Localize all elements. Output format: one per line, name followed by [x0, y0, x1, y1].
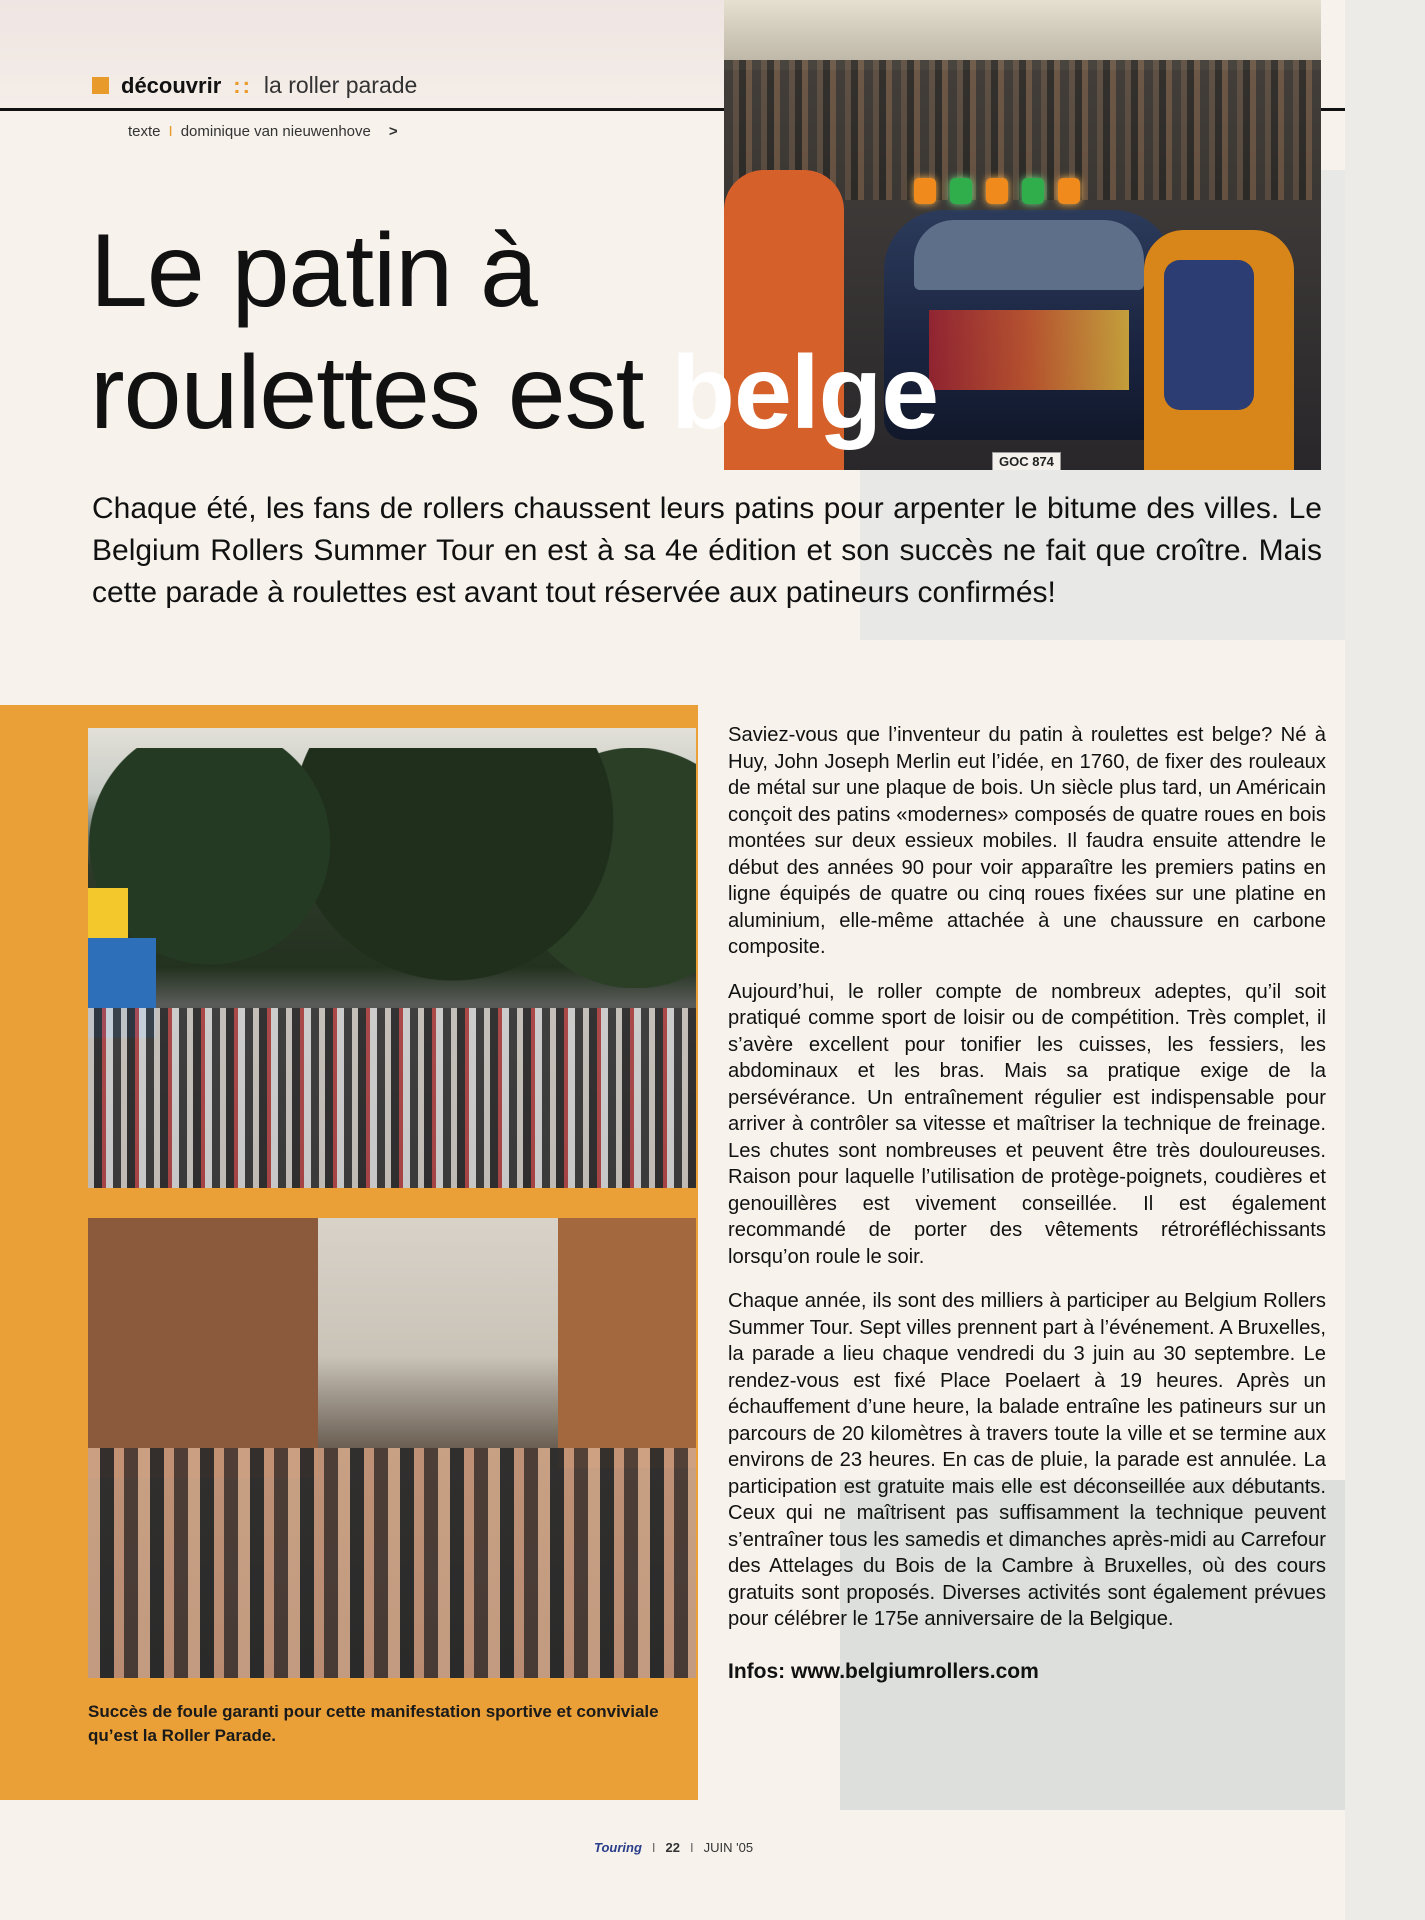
- photo-building-right: [558, 1218, 696, 1468]
- title-line-1: Le patin à: [90, 213, 537, 329]
- hero-license-plate: GOC 874: [992, 452, 1061, 470]
- hero-backpack: [1164, 260, 1254, 410]
- page-edge: [1345, 0, 1425, 1920]
- author-name: dominique van nieuwenhove: [180, 123, 371, 140]
- issue-date: JUIN '05: [703, 1840, 754, 1855]
- subsection-label: la roller parade: [263, 72, 418, 98]
- photo-crowd: [88, 1448, 696, 1678]
- photo-crowd-street: [88, 1218, 696, 1678]
- article-body: [728, 722, 1326, 1703]
- section-tag: [92, 72, 417, 99]
- body-paragraph-3: Chaque année, ils sont des milliers à participer au Belgium Rollers Summer Tour. Sept villes prennent part à l’événement. A Bruxelles, la parade a lieu chaque vendredi du 3 juin au 30 septembre. Le rendez-vous est fixé Place Poelaert à 19 heures. Après un échauffement d’une heure, la balade entraîne les patineurs sur un parcours de 20 kilomètres à travers toute la ville et se termine aux environs de 23 heures. En cas de pluie, la parade est annulée. La participation est gratuite mais elle est déconseillée aux débutants. Ceux qui ne maîtrisent pas suffisamment la technique peuvent s’entraîner tous les samedis et dimanches après-midi au Carrefour des Attelages du Bois de la Cambre à Bruxelles, où des cours gratuits sont proposés. Diverses activités sont également prévues pour célébrer le 175e anniversaire de la Belgique.: [728, 1290, 1326, 1630]
- beacon-light: [950, 178, 972, 204]
- byline-separator: I: [168, 123, 173, 140]
- byline-arrow-icon: >: [388, 123, 398, 140]
- photo-banner: [88, 888, 128, 943]
- footer-separator: I: [651, 1840, 656, 1855]
- body-paragraph-1: Saviez-vous que l’inventeur du patin à roulettes est belge? Né à Huy, John Joseph Merlin eut l’idée, en 1760, de fixer des rouleaux de métal sur une plaque de bois. Un siècle plus tard, un Américain conçoit des patins «modernes» composés de quatre roues en bois montées sur deux essieux mobiles. Il faudra ensuite attendre le début des années 90 pour voir apparaître les premiers patins en ligne équipés de quatre ou cinq roues fixées sur une platine en aluminium, elle-même attachée à une chaussure en carbone composite.: [728, 724, 1326, 958]
- article-title: [90, 210, 1090, 454]
- section-square-icon: [92, 77, 109, 94]
- photo-trees: [88, 748, 696, 988]
- title-accent-word: belge: [671, 335, 939, 451]
- article-deck: Chaque été, les fans de rollers chaussent leurs patins pour arpenter le bitume des villes. Le Belgium Rollers Summer Tour en est à sa 4e édition et son succès ne fait que croître. Mais cette parade à roulettes est avant tout réservée aux patineurs confirmés!: [92, 492, 1322, 609]
- infos-link: Infos: www.belgiumrollers.com: [728, 1659, 1039, 1683]
- byline: [128, 123, 398, 140]
- hero-beacon-lights: [914, 178, 1080, 204]
- section-separator: ::: [233, 72, 252, 98]
- beacon-light: [1022, 178, 1044, 204]
- title-line-2: roulettes est: [90, 335, 672, 451]
- beacon-light: [1058, 178, 1080, 204]
- photo-crowd-avenue: [88, 728, 696, 1188]
- footer-separator: I: [690, 1840, 694, 1855]
- section-label: découvrir: [121, 72, 222, 98]
- beacon-light: [914, 178, 936, 204]
- footer-brand: Touring: [594, 1840, 642, 1855]
- photo-building-left: [88, 1218, 318, 1478]
- page-footer: [594, 1840, 753, 1855]
- page-number: 22: [665, 1840, 680, 1855]
- photo-caption: Succès de foule garanti pour cette manifestation sportive et conviviale qu’est la Roller Parade.: [88, 1702, 659, 1745]
- body-paragraph-2: Aujourd’hui, le roller compte de nombreux adeptes, qu’il soit pratiqué comme sport de loisir ou de compétition. Très complet, il s’avère excellent pour tonifier les cuisses, les fessiers, les abdominaux et les bras. Mais sa pratique exige de la persévérance. Un entraînement régulier est indispensable pour arriver à contrôler sa vitesse et maîtriser la technique de freinage. Les chutes sont nombreuses et peuvent être très douloureuses. Raison pour laquelle l’utilisation de protège-poignets, coudières et genouillères est vivement conseillée. Il est également recommandé de porter des vêtements rétroréfléchissants lorsqu’on roule le soir.: [728, 980, 1326, 1268]
- photo-crowd: [88, 1008, 696, 1188]
- beacon-light: [986, 178, 1008, 204]
- byline-label: texte: [128, 123, 161, 140]
